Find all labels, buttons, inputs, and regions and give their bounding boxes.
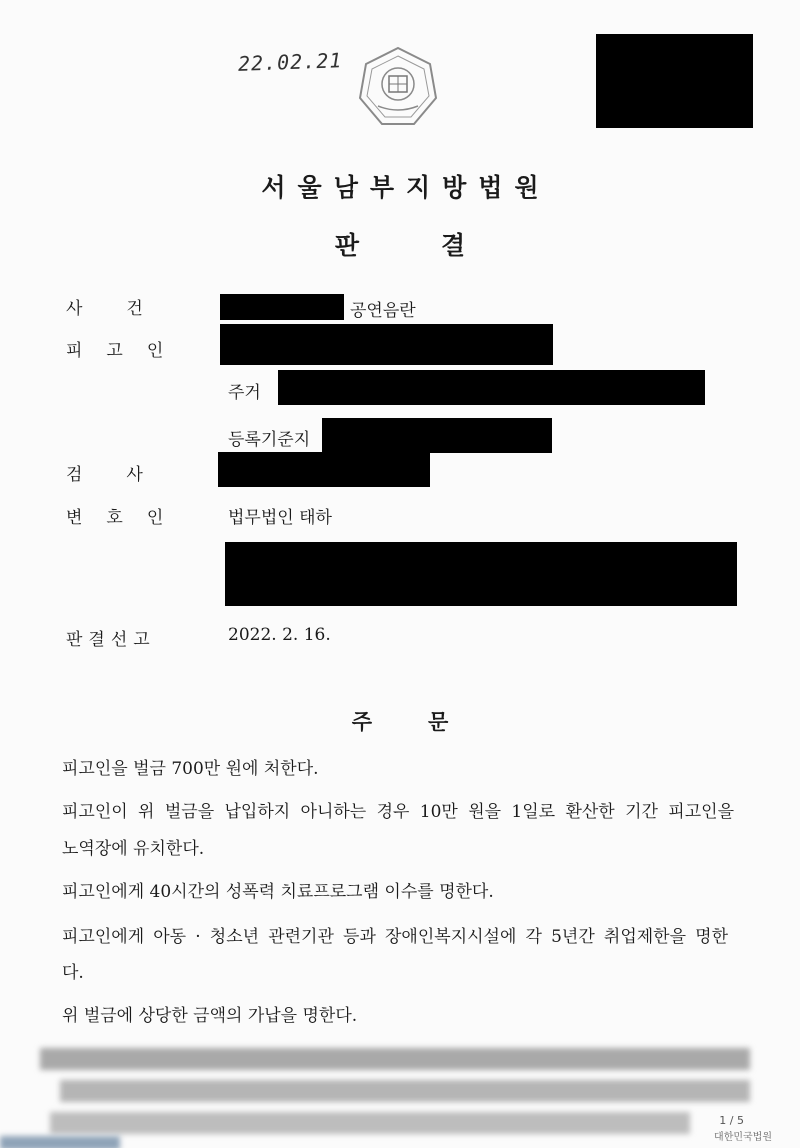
verdict-date-label: 판결선고: [66, 630, 156, 650]
defendant-label: 피고인: [66, 341, 188, 361]
order-line: 피고인이 위 벌금을 납입하지 아니하는 경우 10만 원을 1일로 환산한 기간 피고인을: [62, 802, 734, 822]
court-name: 서울남부지방법원: [261, 173, 551, 202]
page-number: 1 / 5: [719, 1114, 744, 1127]
verdict-date-value: 2022. 2. 16.: [228, 625, 331, 645]
order-line: 위 벌금에 상당한 금액의 가납을 명한다.: [62, 1006, 358, 1026]
residence-label: 주거: [228, 383, 261, 403]
court-seal-icon: [356, 44, 440, 128]
redacted-header-block: [596, 34, 753, 128]
redacted-counsel-attorneys: [225, 542, 737, 606]
order-line: 피고인을 벌금 700만 원에 처한다.: [62, 759, 319, 779]
redacted-residence: [278, 370, 705, 405]
order-section-title: 주문: [351, 710, 505, 734]
redacted-case-number: [220, 294, 344, 320]
counsel-value: 법무법인 태하: [228, 508, 332, 528]
order-line: 피고인에게 40시간의 성폭력 치료프로그램 이수를 명한다.: [62, 882, 494, 902]
counsel-label: 변호인: [66, 508, 188, 528]
redacted-prosecutor: [218, 452, 430, 487]
prosecutor-label: 검사: [66, 465, 187, 485]
receipt-date-stamp: 22.02.21: [237, 48, 343, 76]
document-title: 판결: [334, 231, 548, 260]
blurred-footer-content: [0, 1040, 800, 1148]
redacted-registry: [322, 418, 552, 453]
registry-label: 등록기준지: [228, 430, 311, 450]
order-line: 다.: [62, 963, 84, 983]
redacted-defendant-name: [220, 324, 553, 365]
order-line: 노역장에 유치한다.: [62, 839, 205, 859]
order-line: 피고인에게 아동 · 청소년 관련기관 등과 장애인복지시설에 각 5년간 취업제한을 명한: [62, 927, 728, 947]
case-label: 사건: [66, 299, 187, 319]
court-watermark: 대한민국법원: [714, 1132, 772, 1143]
case-value: 공연음란: [350, 301, 416, 321]
